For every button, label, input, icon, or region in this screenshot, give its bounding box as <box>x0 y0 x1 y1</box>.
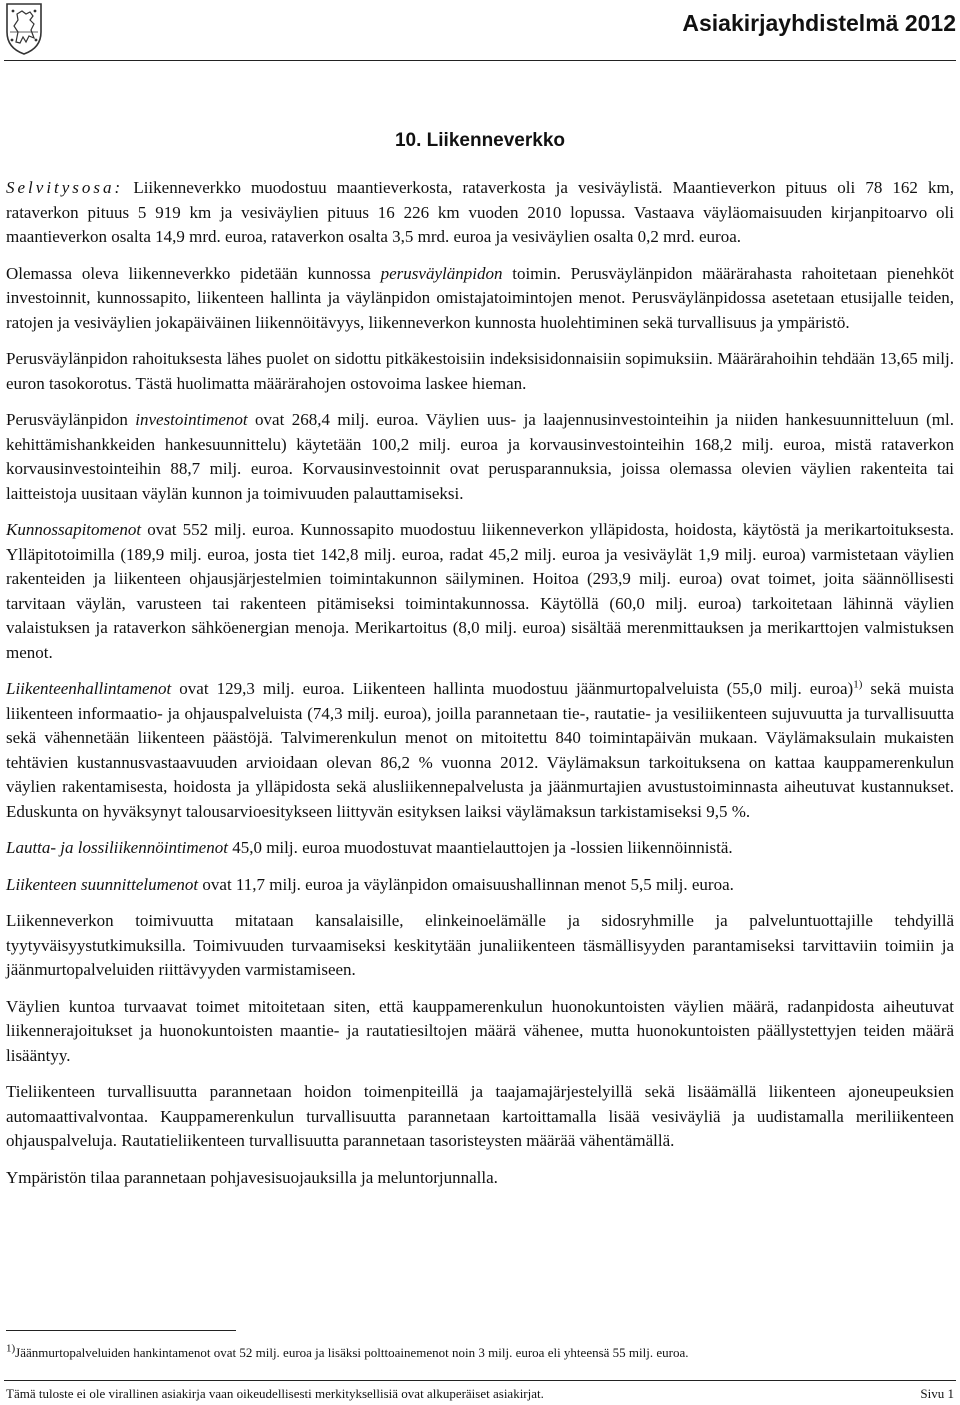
paragraph-toimivuus <box>6 909 954 983</box>
paragraph-text: sekä muista liikenteen informaatio- ja ohjauspalveluista (74,3 milj. euroa), joilla parannetaan tie-, rautatie- ja vesiliikenteen sujuvuutta ja turvallisuutta sekä vähennetään liikenteen päästöjä. Talvimerenkulun menot on mitoitettu 840 toimintapäivän mukaan. Väylämaksulain mukaisten tehtävien kustannusvastaavuuden arvioidaan olevan 86,2 % vuonna 2012. Väylämaksun tarkoituksena on kattaa kauppamerenkulun väylien rakentamisesta, hoidosta ja ylläpidosta sekä alusliikennepalvelusta ja jäänmurtajien avustustoiminnasta aiheutuvat kustannukset. Eduskunta on hyväksynyt talousarvioesitykseen liittyvän esityksen laiksi väylämaksun tarkistamiseksi 9,5 %. <box>6 679 954 821</box>
footnote-divider <box>6 1330 236 1331</box>
section-label: Selvitysosa: <box>6 178 124 197</box>
section-title: 10. Liikenneverkko <box>394 130 566 151</box>
paragraph-text: Tieliikenteen turvallisuutta parannetaan hoidon toimenpiteillä ja taajamajärjestelyillä sekä lisäämällä liikenteen ajoneupeuksien automaattivalvontaa. Kauppamerenkulun turvallisuutta parannetaan kartoittamalla lisää vesiväyliä ja uudistamalla meriliikenteen ohjauspalveluja. Rautatieliikenteen turvallisuutta parannetaan tasoristeysten määrää vähentämällä. <box>6 1082 954 1150</box>
paragraph-text: Olemassa oleva liikenneverkko pidetään kunnossa <box>6 263 381 283</box>
footer-divider <box>4 1380 956 1381</box>
paragraph-liikenteenhallintamenot <box>6 677 954 824</box>
paragraph-text: Perusväylänpidon rahoituksesta lähes puolet on sidottu pitkäkestoisiin indeksisidonnaisiin sopimuksiin. Määrärahoihin tehdään 13,65 milj. euron tasokorotus. Tästä huolimatta määrärahojen ostovoima laskee hieman. <box>6 349 954 393</box>
paragraph-text: ovat 129,3 milj. euroa. Liikenteen hallinta muodostuu jäänmurtopalveluista (55,0 milj. euroa) <box>171 679 854 698</box>
paragraph-text: ovat 552 milj. euroa. Kunnossapito muodostuu liikenneverkon ylläpidosta, hoidosta, käytöstä ja merikartoituksesta. Ylläpitotoimilla (189,9 milj. euroa, josta tiet 142,8 milj. euroa, radat 45,2 milj. euroa ja vesiväylät 1,9 milj. euroa) varmistetaan väylien rakenteiden ja liikenteen ohjausjärjestelmien toimintakunnon säilyminen. Hoitoa (293,9 milj. euroa) ovat toimet, joita säännöllisesti tarvitaan väylän, varusteen tai rakenteen pitämiseksi toimintakunnossa. Käytöllä (60,0 milj. euroa) tarkoitetaan lähinnä väylien valaistuksen ja rataverkon sähköenergian menoja. Merikartoitus (8,0 milj. euroa) sisältää merenmittauksen ja merikarttojen valmistuksen menot. <box>6 520 954 662</box>
emphasis-term: perusväylänpidon <box>380 263 503 283</box>
header-divider <box>4 60 956 61</box>
paragraph-text: ovat 11,7 milj. euroa ja väylänpidon omaisuushallinnan menot 5,5 milj. euroa. <box>198 874 734 894</box>
paragraph-perusvaylanpito <box>6 262 954 336</box>
body-text <box>6 176 954 1202</box>
paragraph-text: ovat 268,4 milj. euroa. Väylien uus- ja laajennusinvestointeihin ja niiden hankesuunnitteluun (ml. kehittämishankkeiden hankesuunnittelu) käytetään 100,2 milj. euroa ja korvausinvestointeihin 168,2 milj. euroa, mistä rataverkon korvausinvestointeihin 88,7 milj. euroa. Korvausinvestoinnit ovat perusparannuksia, joissa olemassa olevien väylien rakenteita tai laitteistoja uusitaan väylän kunnon ja toimivuuden palauttamiseksi. <box>6 410 954 503</box>
paragraph-suunnittelumenot <box>6 873 954 898</box>
footnote-marker: 1) <box>6 1342 16 1355</box>
paragraph-text: toimin. Perusväylänpidon määrärahasta rahoitetaan pienehköt investoinnit, kunnossapito, liikenteen hallinta ja väylänpidon omistajatoimintojen menot. Perusväylänpidossa asetetaan etusijalle teiden, ratojen ja vesiväylien jokapäiväinen liikennöitävyys, liikenneverkon kunnosta huolehtiminen sekä turvallisuus ja ympäristö. <box>6 263 954 332</box>
paragraph-selvitysosa <box>6 176 954 250</box>
emphasis-term: Kunnossapitomenot <box>6 520 142 539</box>
paragraph-ymparisto <box>6 1166 954 1191</box>
paragraph-kunto <box>6 995 954 1069</box>
paragraph-investointimenot <box>6 408 954 506</box>
paragraph-text: Liikenneverkko muodostuu maantieverkosta, rataverkosta ja vesiväylistä. Maantieverkon pituus oli 78 162 km, rataverkon pituus 5 919 km ja vesiväylien pituus 16 226 km vuoden 2010 lopussa. Vastaava väyläomaisuuden kirjanpitoarvo oli maantieverkon osalta 14,9 mrd. euroa, rataverkon osalta 3,5 mrd. euroa ja vesiväylien osalta 0,2 mrd. euroa. <box>6 178 954 246</box>
paragraph-lauttamenot <box>6 836 954 861</box>
paragraph-text: Väylien kuntoa turvaavat toimet mitoitetaan siten, että kauppamerenkulun huonokuntoisten väylien määrä, radanpidosta aiheutuvat liikennerajoitukset ja huonokuntoisten maantie- ja rautatiesiltojen määrä vähenee, mutta huonokuntoisten päällystettyjen teiden määrä lisääntyy. <box>6 996 954 1065</box>
emphasis-term: investointimenot <box>135 410 248 429</box>
paragraph-rahoitus <box>6 347 954 396</box>
coat-of-arms-icon <box>4 2 44 56</box>
page-header <box>0 0 960 60</box>
paragraph-text: 45,0 milj. euroa muodostuvat maantielauttojen ja -lossien liikennöinnistä. <box>227 838 733 857</box>
paragraph-text: Perusväylänpidon <box>6 410 136 429</box>
emphasis-term: Lautta- ja lossiliikennöintimenot <box>6 838 228 857</box>
footnote-reference: 1) <box>853 678 863 691</box>
footnote <box>6 1342 689 1361</box>
emphasis-term: Liikenteen suunnittelumenot <box>6 874 199 894</box>
paragraph-text: Ympäristön tilaa parannetaan pohjavesisuojauksilla ja meluntorjunnalla. <box>6 1167 498 1187</box>
footnote-text: Jäänmurtopalveluiden hankintamenot ovat 52 milj. euroa ja lisäksi polttoainemenot noin 3 milj. euroa eli yhteensä 55 milj. euroa. <box>15 1345 689 1360</box>
emphasis-term: Liikenteenhallintamenot <box>6 679 172 698</box>
document-title: Asiakirjayhdistelmä 2012 <box>682 10 956 36</box>
footer-disclaimer: Tämä tuloste ei ole virallinen asiakirja vaan oikeudellisesti merkityksellisiä ovat alkuperäiset asiakirjat. <box>6 1386 544 1401</box>
paragraph-text: Liikenneverkon toimivuutta mitataan kansalaisille, elinkeinoelämälle ja sidosryhmille ja palveluntuottajille tehdyillä tyytyväisyystutkimuksilla. Toimivuuden turvaamiseksi keskitytään junaliikenteen täsmällisyyden parantamiseksi tarvittaviin toimiin ja jäänmurtopalveluiden riittävyyden varmistamiseen. <box>6 911 954 979</box>
paragraph-kunnossapitomenot <box>6 518 954 665</box>
page-number: Sivu 1 <box>920 1386 954 1401</box>
paragraph-turvallisuus <box>6 1080 954 1154</box>
